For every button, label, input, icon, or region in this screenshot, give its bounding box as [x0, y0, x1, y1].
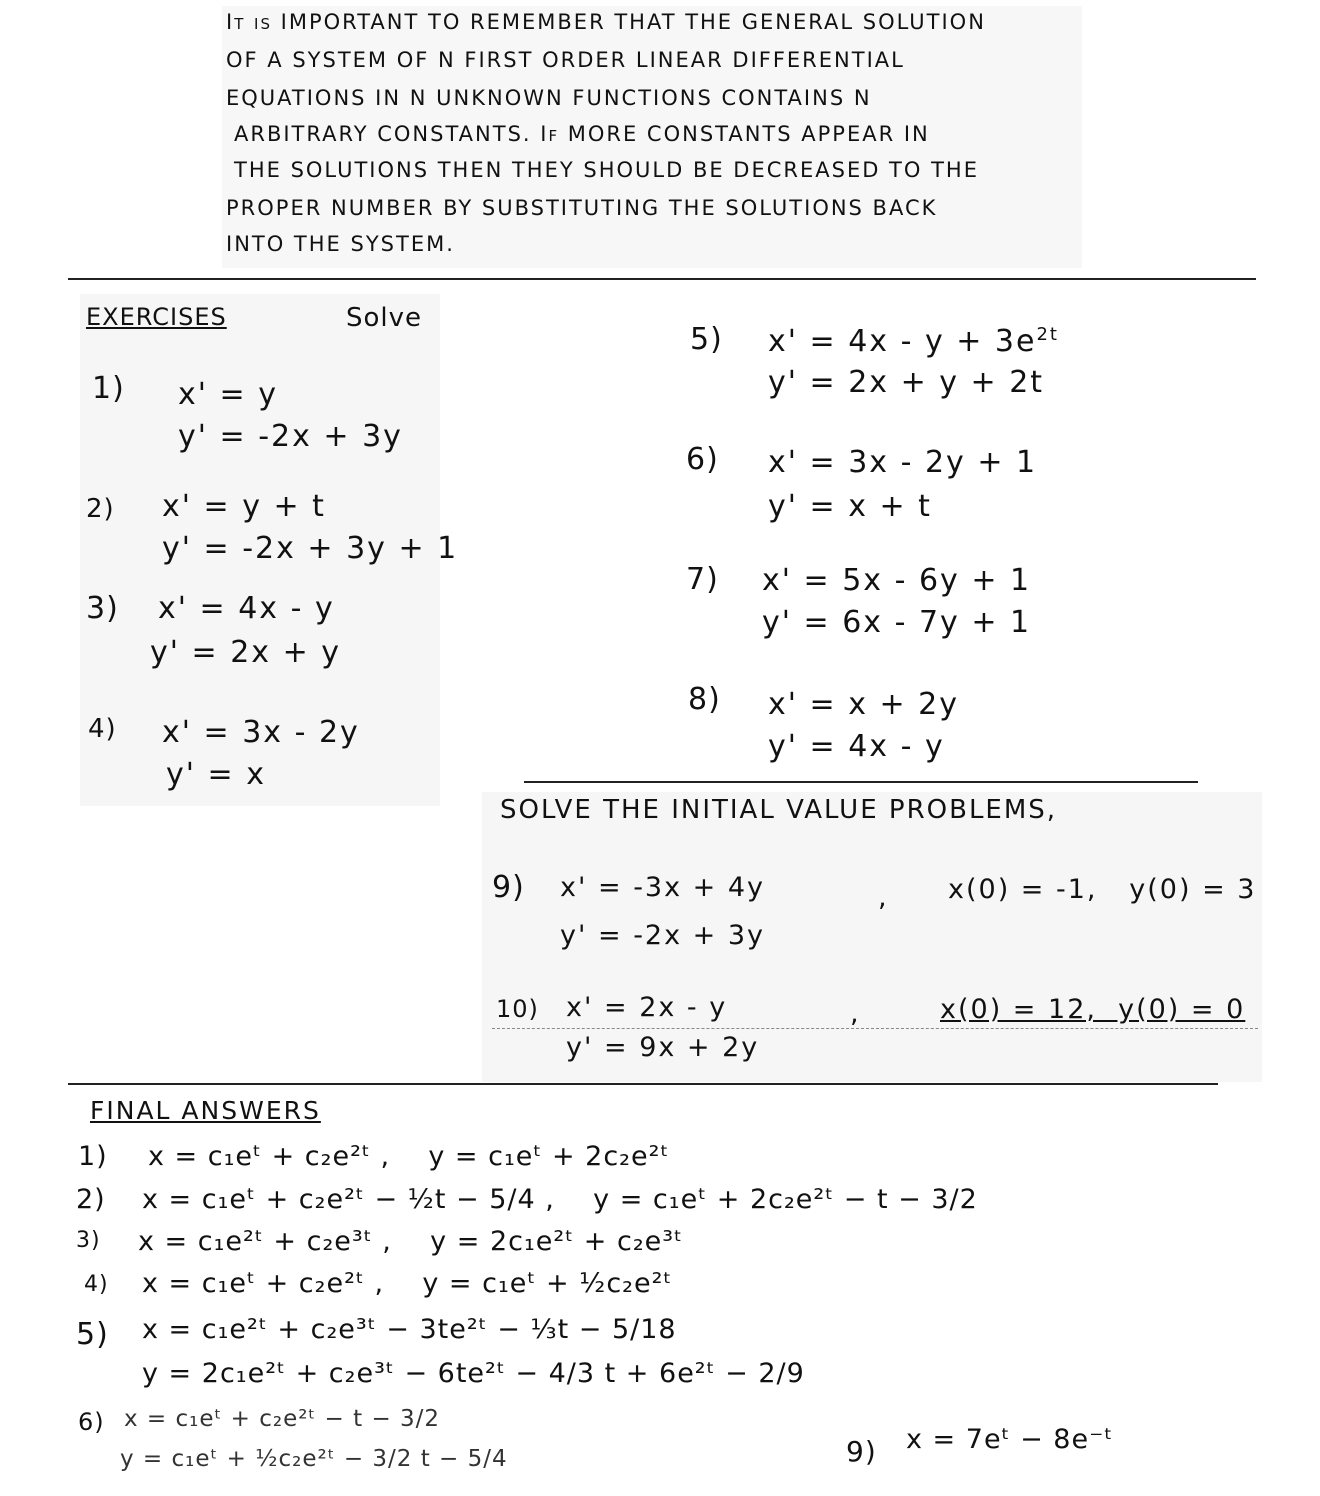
intro-line: THE SOLUTIONS THEN THEY SHOULD BE DECREASED TO THE: [234, 158, 979, 182]
equation-y: y' = 6x - 7y + 1: [762, 605, 1032, 640]
intro-line: It is IMPORTANT TO REMEMBER THAT THE GENERAL SOLUTION: [226, 10, 986, 34]
exercises-heading: EXERCISES: [86, 303, 227, 331]
equation-x: x' = 2x - y: [566, 992, 728, 1023]
equation-x-with-sup: [768, 326, 1059, 357]
intro-line: INTO THE SYSTEM.: [226, 232, 455, 256]
answer-number: 5): [76, 1317, 109, 1352]
initial-conditions: x(0) = -1, y(0) = 3: [948, 874, 1257, 905]
equation-y: y' = 9x + 2y: [566, 1032, 760, 1063]
answer-line: x = 7eᵗ − 8e⁻ᵗ: [906, 1424, 1114, 1455]
equation-y: y' = 4x - y: [768, 729, 945, 764]
answer-line-2: y = c₁eᵗ + ½c₂e²ᵗ − 3/2 t − 5/4: [120, 1446, 508, 1472]
ivp-separator: ,: [878, 882, 889, 913]
equation-y: y' = 2x + y: [150, 635, 342, 670]
problem-number: 6): [686, 442, 719, 477]
intro-line: ARBITRARY CONSTANTS. If MORE CONSTANTS APPEAR IN: [234, 122, 930, 146]
equation-x-text: x' = 4x - y + 3e: [768, 324, 1037, 359]
equation-y: y' = 2x + y + 2t: [768, 365, 1045, 400]
problem-number: 2): [86, 494, 115, 524]
dashed-guide: [492, 1028, 1258, 1029]
initial-conditions: x(0) = 12, y(0) = 0: [940, 994, 1246, 1025]
equation-x: x' = y: [178, 377, 278, 412]
problem-number: 10): [496, 995, 539, 1023]
answer-number: 1): [78, 1141, 108, 1172]
answer-line-2: y = 2c₁e²ᵗ + c₂e³ᵗ − 6te²ᵗ − 4/3 t + 6e²ᵗ − 2/9: [142, 1358, 805, 1389]
answer-number: 9): [846, 1435, 877, 1468]
answer-line: x = c₁e²ᵗ + c₂e³ᵗ − 3te²ᵗ − ⅓t − 5/18: [142, 1314, 677, 1345]
answer-number: 6): [78, 1408, 105, 1436]
equation-x: x' = 3x - 2y + 1: [768, 445, 1038, 480]
problem-number: 1): [92, 371, 125, 406]
equation-x: x' = -3x + 4y: [560, 872, 766, 903]
problem-number: 8): [688, 682, 721, 717]
answer-line: x = c₁e²ᵗ + c₂e³ᵗ , y = 2c₁e²ᵗ + c₂e³ᵗ: [138, 1226, 684, 1257]
ivp-heading: SOLVE THE INITIAL VALUE PROBLEMS,: [500, 795, 1058, 825]
equation-x: x' = y + t: [162, 489, 326, 524]
equation-x: x' = 5x - 6y + 1: [762, 563, 1032, 598]
answer-line: x = c₁eᵗ + c₂e²ᵗ − t − 3/2: [124, 1406, 441, 1432]
divider-answers: [68, 1083, 1218, 1085]
answers-heading: FINAL ANSWERS: [90, 1096, 321, 1125]
answer-number: 4): [84, 1272, 109, 1297]
problem-number: 3): [86, 591, 119, 626]
ivp-separator: ,: [850, 998, 861, 1029]
equation-x: x' = x + 2y: [768, 687, 960, 722]
answer-line: x = c₁eᵗ + c₂e²ᵗ , y = c₁eᵗ + ½c₂e²ᵗ: [142, 1268, 673, 1299]
divider-ivp: [524, 781, 1198, 783]
exponent: 2t: [1036, 324, 1059, 345]
answer-number: 2): [76, 1184, 106, 1215]
answer-line: x = c₁eᵗ + c₂e²ᵗ , y = c₁eᵗ + 2c₂e²ᵗ: [148, 1141, 670, 1172]
problem-number: 9): [492, 870, 525, 905]
equation-y: y' = -2x + 3y: [178, 419, 403, 454]
answer-line: x = c₁eᵗ + c₂e²ᵗ − ½t − 5/4 , y = c₁eᵗ + 2c₂e²ᵗ − t − 3/2: [142, 1184, 978, 1215]
equation-y: y' = x: [166, 757, 266, 792]
divider-top: [68, 278, 1256, 280]
equation-y: y' = x + t: [768, 489, 932, 524]
equation-x: x' = 3x - 2y: [162, 715, 360, 750]
intro-paragraph: [222, 6, 1082, 268]
problem-number: 5): [690, 322, 723, 357]
problem-number: 4): [88, 714, 117, 744]
answer-number: 3): [76, 1228, 101, 1253]
intro-line: PROPER NUMBER BY SUBSTITUTING THE SOLUTIONS BACK: [226, 196, 938, 220]
exercises-instruction: Solve: [346, 303, 423, 333]
equation-y: y' = -2x + 3y: [560, 920, 766, 951]
intro-line: OF A SYSTEM OF N FIRST ORDER LINEAR DIFFERENTIAL: [226, 48, 905, 72]
intro-line: EQUATIONS IN N UNKNOWN FUNCTIONS CONTAINS N: [226, 86, 872, 110]
problem-number: 7): [686, 562, 719, 597]
equation-y: y' = -2x + 3y + 1: [162, 531, 459, 566]
equation-x: x' = 4x - y: [158, 591, 335, 626]
